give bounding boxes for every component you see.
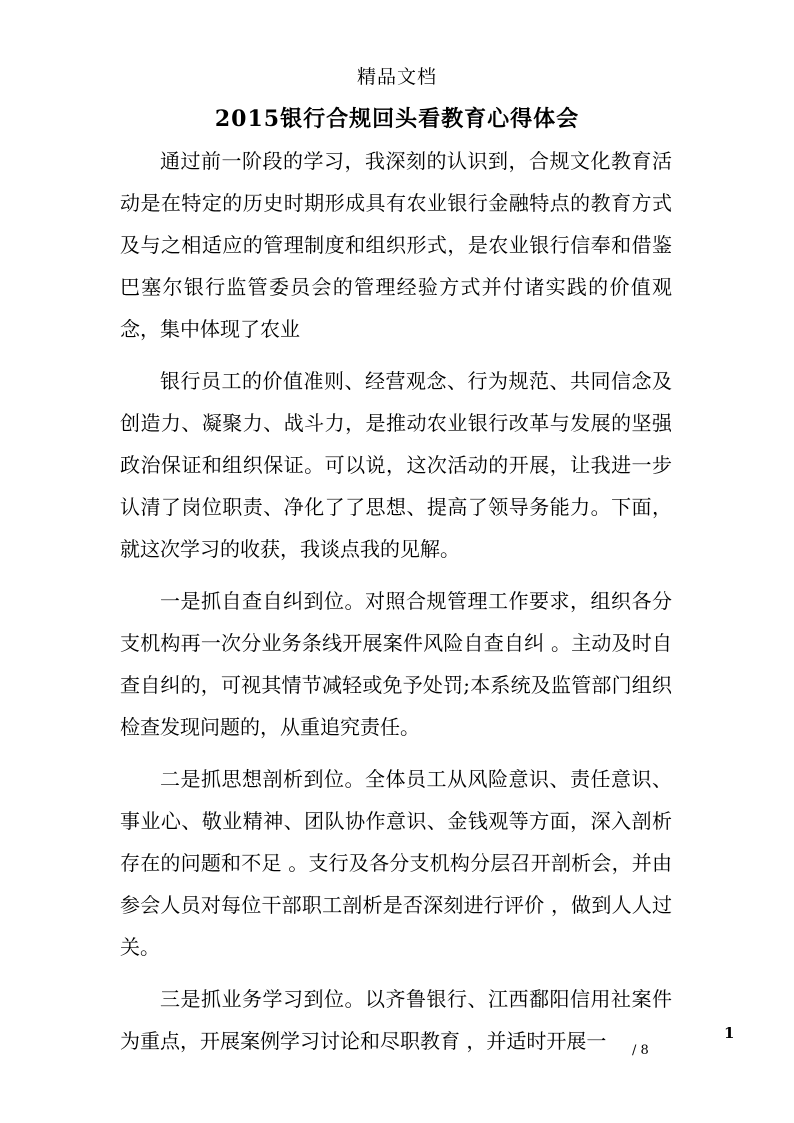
header-label: 精品文档 (356, 66, 437, 88)
paragraph-1: 通过前一阶段的学习，我深刻的认识到，合规文化教育活动是在特定的历史时期形成具有农业银行金融特点的教育方式及与之相适应的管理制度和组织形式，是农业银行信奉和借鉴巴塞尔银行监管委员会的管理经验方式并付诸实践的价值观念，集中体现了农业 (120, 149, 672, 341)
paragraph-4: 二是抓思想剖析到位。全体员工从风险意识、责任意识、事业心、敬业精神、团队协作意识、金钱观等方面，深入剖析存在的问题和不足 。支行及各分支机构分层召开剖析会，并由参会人员对每位干部职工剖析是否深刻进行评价 ，做到人人过关。 (120, 767, 672, 959)
page-number: 1 (724, 1024, 735, 1042)
paragraph-3: 一是抓自查自纠到位。对照合规管理工作要求，组织各分支机构再一次分业务条线开展案件风险自查自纠 。主动及时自查自纠的，可视其情节减轻或免予处罚;本系统及监管部门组织检查发现问题的，从重追究责任。 (120, 589, 672, 739)
page-total: / 8 (632, 1043, 649, 1058)
paragraph-2: 银行员工的价值准则、经营观念、行为规范、共同信念及创造力、凝聚力、战斗力，是推动农业银行改革与发展的坚强政治保证和组织保证。可以说，这次活动的开展，让我进一步认清了岗位职责、净化了了思想、提高了领导务能力。下面，就这次学习的收获，我谈点我的见解。 (120, 369, 672, 561)
document-body (120, 140, 672, 1072)
paragraph-5: 三是抓业务学习到位。以齐鲁银行、江西鄱阳信用社案件为重点，开展案例学习讨论和尽职教育 ，并适时开展一 (120, 987, 672, 1053)
document-title: 2015银行合规回头看教育心得体会 (214, 106, 580, 132)
